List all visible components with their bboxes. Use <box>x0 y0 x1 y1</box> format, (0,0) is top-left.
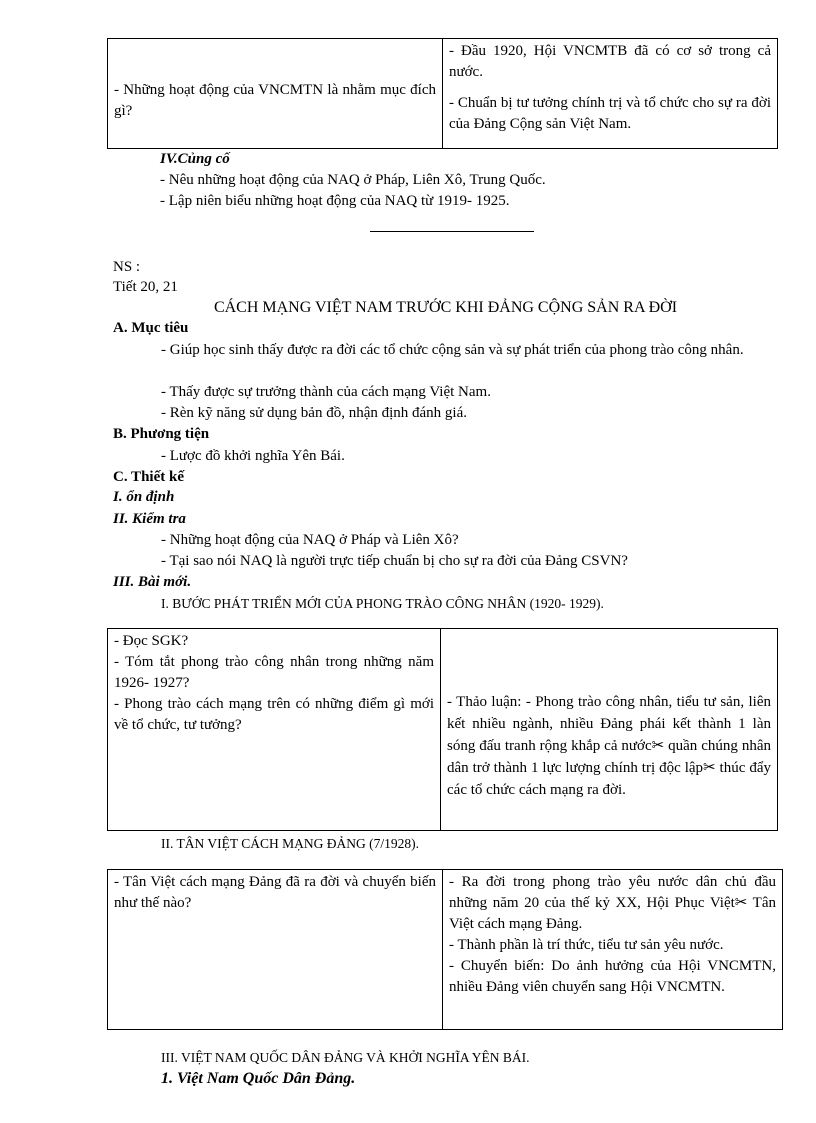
check-question-1: - Những hoạt động của NAQ ở Pháp và Liên Xô? <box>161 532 459 548</box>
tan-viet-answer-3: - Chuyển biến: Do ảnh hưởng của Hội VNCMTN, nhiều Đảng viên chuyển sang Hội VNCMTN. <box>449 958 776 995</box>
materials-heading: B. Phương tiện <box>113 426 210 442</box>
workers-question-1: - Đọc SGK? <box>114 633 189 649</box>
activities-answer-1: - Đầu 1920, Hội VNCMTB đã có cơ sở trong cả nước. <box>449 43 771 80</box>
materials-item: - Lược đồ khởi nghĩa Yên Bái. <box>161 448 345 464</box>
tan-viet-question: - Tân Việt cách mạng Đảng đã ra đời và chuyển biến như thế nào? <box>114 874 436 911</box>
tan-viet-answer-2: - Thành phần là trí thức, tiểu tư sản yêu nước. <box>449 937 724 953</box>
step-3-heading: III. Bài mới. <box>113 574 192 590</box>
check-question-2: - Tại sao nói NAQ là người trực tiếp chuẩn bị cho sự ra đời của Đảng CSVN? <box>161 553 628 569</box>
workers-answer-cell <box>441 629 778 831</box>
objectives-heading: A. Mục tiêu <box>113 320 189 336</box>
cungco-item-1: - Nêu những hoạt động của NAQ ở Pháp, Liên Xô, Trung Quốc. <box>160 172 546 188</box>
activities-answer-2: - Chuẩn bị tư tưởng chính trị và tổ chức cho sự ra đời của Đảng Cộng sản Việt Nam. <box>449 95 771 132</box>
section-3-title: III. VIỆT NAM QUỐC DÂN ĐẢNG VÀ KHỞI NGHĨA YÊN BÁI. <box>161 1050 530 1065</box>
cungco-item-2: - Lập niên biểu những hoạt động của NAQ từ 1919- 1925. <box>160 193 510 209</box>
tan-viet-answer-cell <box>443 870 783 1030</box>
tan-viet-question-cell <box>108 870 443 1030</box>
activities-question-cell <box>108 39 443 149</box>
design-heading: C. Thiết kế <box>113 469 184 485</box>
tan-viet-answer-1: - Ra đời trong phong trào yêu nước dân chủ đầu những năm 20 của thế kỷ XX, Hội Phục Việt✂ Tân Việt cách mạng Đảng. <box>449 874 776 932</box>
section-divider <box>370 231 534 232</box>
cungco-heading: IV.Củng cố <box>160 151 230 167</box>
workers-question-cell <box>108 629 441 831</box>
tan-viet-table <box>107 869 783 1030</box>
activities-table <box>107 38 778 149</box>
objective-2: - Thấy được sự trưởng thành của cách mạng Việt Nam. <box>161 384 491 400</box>
objective-1: - Giúp học sinh thấy được ra đời các tổ chức cộng sản và sự phát triển của phong trào công nhân. <box>161 342 744 358</box>
workers-answer: - Thảo luận: - Phong trào công nhân, tiểu tư sản, liên kết nhiều ngành, nhiều Đảng phái kết thành 1 làn sóng đấu tranh rộng khắp cả nước✂ quần chúng nhân dân trở thành 1 lực lượng chính trị độc lập✂ thúc đẩy các tổ chức cách mạng ra đời. <box>447 694 771 798</box>
section-1-title: I. BƯỚC PHÁT TRIỂN MỚI CỦA PHONG TRÀO CÔNG NHÂN (1920- 1929). <box>161 596 604 611</box>
workers-question-2: - Tóm tắt phong trào công nhân trong những năm 1926- 1927? <box>114 654 434 691</box>
workers-movement-table <box>107 628 778 831</box>
step-1-heading: I. ổn định <box>113 489 175 505</box>
activities-question: - Những hoạt động của VNCMTN là nhằm mục đích gì? <box>114 81 436 119</box>
section-3-subtitle: 1. Việt Nam Quốc Dân Đảng. <box>161 1070 356 1087</box>
activities-answer-cell <box>443 39 778 149</box>
workers-question-3: - Phong trào cách mạng trên có những điểm gì mới về tổ chức, tư tưởng? <box>114 696 434 733</box>
objective-3: - Rèn kỹ năng sử dụng bản đồ, nhận định đánh giá. <box>161 405 467 421</box>
ns-label: NS : <box>113 259 141 275</box>
lesson-title: CÁCH MẠNG VIỆT NAM TRƯỚC KHI ĐẢNG CỘNG SẢN RA ĐỜI <box>213 299 678 316</box>
step-2-heading: II. Kiểm tra <box>113 511 186 527</box>
section-2-title: II. TÂN VIỆT CÁCH MẠNG ĐẢNG (7/1928). <box>161 836 419 851</box>
lesson-period: Tiết 20, 21 <box>113 279 178 295</box>
